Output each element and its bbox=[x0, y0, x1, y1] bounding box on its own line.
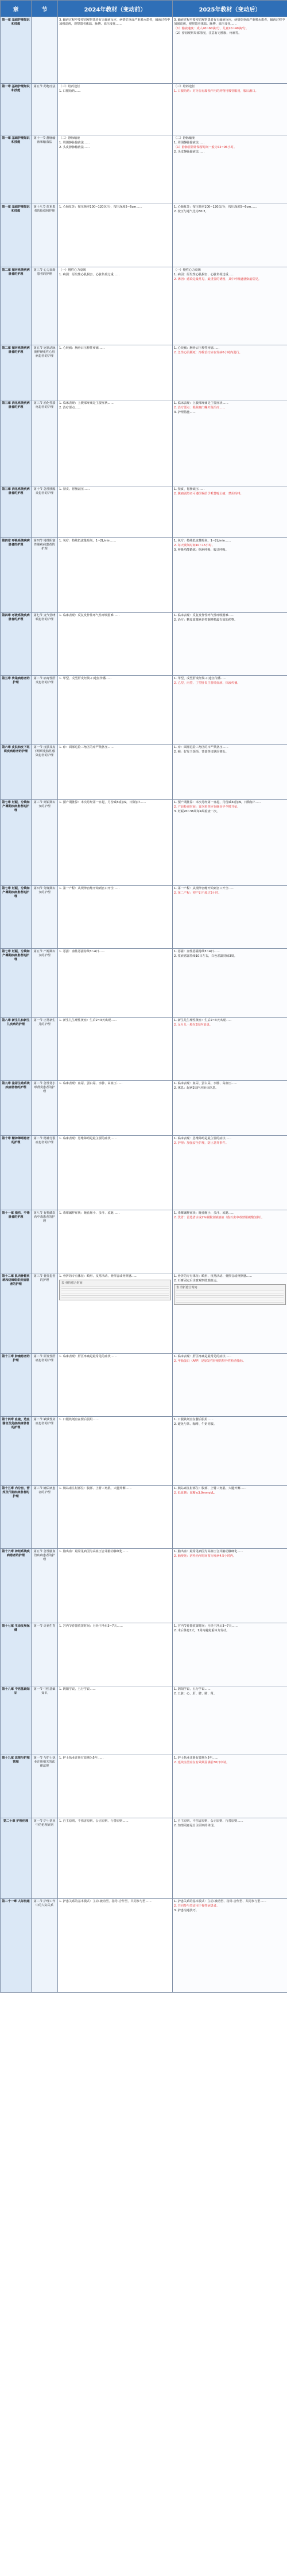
old-edition-cell bbox=[58, 1549, 173, 1623]
new-edition-cell bbox=[173, 135, 287, 204]
content-text: 1. 临床表现：上腹部疼痛是主要症状…… bbox=[174, 402, 228, 405]
old-edition-cell bbox=[58, 1136, 173, 1210]
new-edition-cell bbox=[173, 800, 287, 886]
new-edition-cell bbox=[173, 1486, 287, 1549]
chapter-cell: 第九章 泌尿生殖系统疾病患者的护理 bbox=[1, 1081, 32, 1136]
content-text: 1. 疖：面部危险三角区的疖严禁挤压…… bbox=[59, 746, 114, 749]
section-cell: 第八节 有机磷农药中毒患者的护理 bbox=[32, 1210, 58, 1273]
table-row bbox=[1, 1081, 287, 1136]
old-edition-cell bbox=[58, 1210, 173, 1273]
chapter-cell: 第十七章 生命发展保健 bbox=[1, 1623, 32, 1686]
section-cell bbox=[32, 17, 58, 84]
old-edition-cell bbox=[58, 1273, 173, 1354]
content-text: 1. 护患关系的基本模式：主动-被动型、指导-合作型、共同参与型…… bbox=[59, 1900, 152, 1903]
table-row bbox=[1, 1273, 287, 1354]
table-row bbox=[1, 1136, 287, 1210]
table-row bbox=[1, 800, 287, 886]
changed-text: 1. 口服给药：对牙齿有腐蚀作用的药物用吸管服用，服后漱口。 bbox=[174, 89, 258, 93]
new-edition-cell bbox=[173, 1755, 287, 1818]
chapter-cell: 第十六章 神经系统疾病患者的护理 bbox=[1, 1549, 32, 1623]
section-cell: 第三节 糖尿病患者的护理 bbox=[32, 1486, 58, 1549]
old-edition-cell bbox=[58, 613, 173, 676]
table-row bbox=[1, 135, 287, 204]
figure-caption: 表 骨折愈合时间 bbox=[176, 1286, 197, 1289]
chapter-cell: 第三章 消化系统疾病患者的护理 bbox=[1, 486, 32, 538]
content-text: 1. 预产期推算：末次月经第一日起，月份减3或加9，日数加7…… bbox=[59, 801, 146, 804]
content-text: 3. 呼吸功能锻炼：缩唇呼吸、腹式呼吸。 bbox=[174, 548, 228, 552]
content-text: 3. 妊娠20~36周每4周检查一次。 bbox=[174, 810, 220, 813]
table-row bbox=[1, 949, 287, 1018]
chapter-cell: 第十章 精神障碍患者的护理 bbox=[1, 1136, 32, 1210]
old-edition-cell bbox=[58, 1623, 173, 1686]
content-text: （三）给药途径 bbox=[174, 85, 195, 88]
table-row bbox=[1, 1486, 287, 1549]
table-figure bbox=[174, 1284, 286, 1305]
old-edition-cell bbox=[58, 1755, 173, 1818]
new-edition-cell bbox=[173, 1818, 287, 1899]
content-text: 1. 恶露：血性恶露持续3~4日…… bbox=[59, 950, 105, 953]
section-cell: 第一节 皮肤及皮下组织化脓性感染患者的护理 bbox=[32, 745, 58, 800]
content-text: 2. 避免与茶、咖啡、牛奶同服。 bbox=[174, 1423, 217, 1426]
content-text: 1. 心绞痛：胸骨后压榨性疼痛…… bbox=[59, 346, 105, 350]
chapter-cell: 第六章 皮肤和皮下组织疾病患者的护理 bbox=[1, 745, 32, 800]
table-row bbox=[1, 345, 287, 400]
section-cell: 第二节 缺铁性贫血患者的护理 bbox=[32, 1417, 58, 1486]
chapter-cell: 第四章 呼吸系统疾病患者的护理 bbox=[1, 613, 32, 676]
content-text: 1. 临床表现：肝区疼痛是最常见的症状…… bbox=[59, 1355, 117, 1358]
old-edition-cell bbox=[58, 400, 173, 486]
content-text: 1. 护士执业注册有效期为5年…… bbox=[174, 1756, 219, 1760]
old-edition-cell bbox=[58, 1899, 173, 1993]
header-chapter: 章 bbox=[1, 1, 32, 17]
content-text: 1. 骨折的专有体征：畸形、反常活动、骨擦音或骨擦感…… bbox=[59, 1275, 138, 1278]
changed-text: 2. 甲胎蛋白（AFP）是原发性肝癌的特异性检查指标。 bbox=[174, 1359, 246, 1363]
new-edition-cell bbox=[173, 538, 287, 613]
old-edition-cell bbox=[58, 886, 173, 949]
new-edition-cell bbox=[173, 745, 287, 800]
content-text: 1. 口服铁剂宜在餐后服用…… bbox=[59, 1418, 99, 1421]
content-text: 1. 骨折的专有体征：畸形、反常活动、骨擦音或骨擦感…… bbox=[174, 1275, 253, 1278]
new-edition-cell bbox=[173, 204, 287, 267]
table-figure bbox=[59, 1280, 171, 1300]
chapter-cell: 第一章 基础护理知识和技能 bbox=[1, 84, 32, 135]
chapter-cell: 第一章 基础护理知识和技能 bbox=[1, 17, 32, 84]
content-text: 1. 临床表现：思维障碍是最主要的症状…… bbox=[59, 1137, 117, 1140]
table-row bbox=[1, 1818, 287, 1899]
new-edition-cell bbox=[173, 676, 287, 745]
content-text: 1. 临床表现：思维障碍是最主要的症状…… bbox=[174, 1137, 231, 1140]
content-text: 1. 周围静脉输液法…… bbox=[174, 141, 205, 145]
content-text: 1. 氧疗：持续低流量吸氧，1~2L/min…… bbox=[59, 539, 117, 543]
changed-text: 2. 腹痛剧烈者可遵医嘱给予哌替啶止痛，禁用吗啡。 bbox=[174, 492, 243, 496]
old-edition-cell bbox=[58, 1018, 173, 1081]
old-edition-cell bbox=[58, 745, 173, 800]
content-text: 1. 甲型、戊型肝炎经粪-口途径传播…… bbox=[59, 677, 112, 680]
content-text: 1. 宫内节育器放置时间：月经干净后3~7天…… bbox=[174, 1624, 238, 1628]
content-text: （一）慢性心力衰竭 bbox=[59, 268, 86, 272]
old-edition-cell bbox=[58, 1486, 173, 1549]
content-text: 1. 阴阳学说、五行学说…… bbox=[59, 1688, 96, 1691]
table-header-row bbox=[1, 1, 287, 17]
chapter-cell: 第八章 新生儿和新生儿疾病的护理 bbox=[1, 1018, 32, 1081]
table-row bbox=[1, 1549, 287, 1623]
content-text: 1. 病因：原发性心肌损害、心脏负荷过重…… bbox=[174, 273, 235, 276]
content-text: 1. 护患关系的基本模式：主动-被动型、指导-合作型、共同参与型…… bbox=[174, 1900, 266, 1903]
content-text: 1. 甲型、戊型肝炎经粪-口途径传播…… bbox=[174, 677, 227, 680]
new-edition-cell bbox=[173, 1081, 287, 1136]
changed-text: 2. 洗胃：首选清水或2%碳酸氢钠溶液（敌百虫中毒禁用碳酸氢钠）。 bbox=[174, 1216, 265, 1219]
content-text: 1. 临床表现：反复发作性呼气性呼吸困难…… bbox=[174, 614, 235, 617]
table-row bbox=[1, 538, 287, 613]
table-row bbox=[1, 1686, 287, 1755]
content-text: 2. 休息：起病2周内应卧床休息。 bbox=[174, 1086, 219, 1090]
content-text: 1. 胰岛素注射部位：腹部、上臂三角肌、大腿外侧…… bbox=[174, 1487, 246, 1490]
changed-text: 2. 乙型、丙型、丁型肝炎主要经血液、体液传播。 bbox=[174, 681, 241, 685]
changed-text: 2. 脑梗死：溶栓治疗时间窗为发病4.5小时内。 bbox=[174, 1554, 236, 1558]
content-text: 2. 头皮静脉输液法…… bbox=[59, 146, 90, 149]
content-text: 3. 输液过程中要密切观察患者有无输液反应，病情危重或严重脱水患者，输液过程中加强巡视，观察患者体温、脉搏、血压变化…… bbox=[174, 18, 285, 26]
section-cell: 第一节 计划生育 bbox=[32, 1623, 58, 1686]
section-cell: 第三节 骨折患者的护理 bbox=[32, 1273, 58, 1354]
chapter-cell: 第十九章 法规与护理管理 bbox=[1, 1755, 32, 1818]
new-edition-cell bbox=[173, 886, 287, 949]
old-edition-cell bbox=[58, 486, 173, 538]
content-text: 1. 护士执业注册有效期为5年…… bbox=[59, 1756, 104, 1760]
content-text: 1. 病因：原发性心肌损害、心脏负荷过重…… bbox=[59, 273, 120, 276]
new-edition-cell bbox=[173, 1417, 287, 1486]
table-row bbox=[1, 400, 287, 486]
section-cell: 第四节 分娩期妇女的护理 bbox=[32, 886, 58, 949]
content-text: 1. 预产期推算：末次月经第一日起，月份减3或加9，日数加7…… bbox=[174, 801, 261, 804]
changed-text: 2. 诱因：感染是最常见、最重要的诱因，其中呼吸道感染最常见。 bbox=[174, 278, 261, 281]
content-text: 2. 头皮静脉输液法…… bbox=[174, 150, 205, 154]
content-text: 1. 心肺复苏：按压频率100~120次/分，按压深度5~6cm…… bbox=[174, 205, 257, 209]
content-text: 1. 临床表现：反复发作性呼气性呼吸困难…… bbox=[59, 614, 120, 617]
section-cell: 第四节 慢性阻塞性肺疾病患者的护理 bbox=[32, 538, 58, 613]
old-edition-cell bbox=[58, 84, 173, 135]
changed-text: 2. 共同参与型适用于慢性病患者。 bbox=[174, 1904, 220, 1908]
content-text: 2. 痈：好发于颈项、背部等皮肤厚韧处。 bbox=[174, 750, 228, 754]
content-text: 1. 临床表现：上腹部疼痛是主要症状…… bbox=[59, 402, 114, 405]
new-edition-cell bbox=[173, 1136, 287, 1210]
content-text: 2. 按压与通气比为30:2。 bbox=[174, 210, 208, 213]
table-row bbox=[1, 745, 287, 800]
new-edition-cell bbox=[173, 1549, 287, 1623]
old-edition-cell bbox=[58, 1417, 173, 1486]
chapter-cell: 第七章 妊娠、分娩和产褥期疾病患者的护理 bbox=[1, 949, 32, 1018]
old-edition-cell bbox=[58, 204, 173, 267]
old-edition-cell bbox=[58, 267, 173, 345]
table-row bbox=[1, 1755, 287, 1818]
content-text: （二）静脉输液 bbox=[59, 137, 80, 140]
content-text: 2. 治疗：糖皮质激素是控制哮喘最有效的药物。 bbox=[174, 618, 238, 622]
section-cell: 第五节 急性脑血管疾病患者的护理 bbox=[32, 1549, 58, 1623]
content-text: 2. 五脏：心、肝、脾、肺、肾。 bbox=[174, 1692, 217, 1696]
changed-text: 2. 第二产程：初产妇不超过3小时。 bbox=[174, 891, 222, 895]
old-edition-cell bbox=[58, 949, 173, 1018]
content-text: 1. 新生儿生理性黄疸：生后2~3天出现…… bbox=[174, 1019, 232, 1022]
table-row bbox=[1, 1899, 287, 1993]
chapter-cell: 第二章 循环系统疾病患者的护理 bbox=[1, 345, 32, 400]
new-edition-cell bbox=[173, 613, 287, 676]
content-text: 1. 脑出血：最常见病因为高血压合并脑动脉硬化…… bbox=[59, 1550, 129, 1553]
section-cell: 第一节 正常新生儿的护理 bbox=[32, 1018, 58, 1081]
chapter-cell: 第十二章 肌肉骨骼系统和结缔组织疾病患者的护理 bbox=[1, 1273, 32, 1354]
content-text: 1. 口服给药…… bbox=[59, 89, 81, 93]
new-edition-cell bbox=[173, 267, 287, 345]
content-text: （2）密切观察局部情况，注意有无肿胀、疼痛等。 bbox=[174, 32, 242, 35]
content-text: 3. 护理措施…… bbox=[174, 411, 196, 414]
changed-text: （1）静脉留置针保留时间一般为72~96小时。 bbox=[174, 146, 237, 149]
new-edition-cell bbox=[173, 1686, 287, 1755]
changed-text: 2. 每天吸氧时间10~15小时。 bbox=[174, 544, 215, 547]
section-cell: 第二节 病毒性肝炎患者的护理 bbox=[32, 676, 58, 745]
chapter-cell: 第十五章 内分泌、营养及代谢疾病患者的护理 bbox=[1, 1486, 32, 1549]
chapter-cell: 第五章 传染病患者的护理 bbox=[1, 676, 32, 745]
changed-text: 2. 足月儿一般在2周内消退。 bbox=[174, 1023, 212, 1027]
figure-table-image bbox=[176, 1291, 284, 1303]
old-edition-cell bbox=[58, 1686, 173, 1755]
section-cell: 第十节 急性胰腺炎患者的护理 bbox=[32, 486, 58, 538]
old-edition-cell bbox=[58, 17, 173, 84]
old-edition-cell bbox=[58, 345, 173, 400]
content-text: 1. 宫内节育器放置时间：月经干净后3~7天…… bbox=[59, 1624, 123, 1628]
content-text: （一）慢性心力衰竭 bbox=[174, 268, 201, 272]
content-text: 1. 自主原则、不伤害原则、公正原则、行善原则…… bbox=[59, 1819, 129, 1823]
section-cell: 第二节 原发性肝癌患者的护理 bbox=[32, 1354, 58, 1417]
chapter-cell: 第四章 呼吸系统疾病患者的护理 bbox=[1, 538, 32, 613]
new-edition-cell bbox=[173, 1623, 287, 1686]
new-edition-cell bbox=[173, 1210, 287, 1273]
table-row bbox=[1, 486, 287, 538]
content-text: 1. 自主原则、不伤害原则、公正原则、行善原则…… bbox=[174, 1819, 243, 1823]
section-cell: 第三节 心力衰竭患者的护理 bbox=[32, 267, 58, 345]
header-old-edition: 2024年教材（变动前） bbox=[58, 1, 173, 17]
changed-text: 2. 治疗要点：根除幽门螺杆菌治疗…… bbox=[174, 406, 226, 410]
chapter-cell: 第三章 消化系统疾病患者的护理 bbox=[1, 400, 32, 486]
table-row bbox=[1, 1417, 287, 1486]
section-cell: 第一节 中医基础知识 bbox=[32, 1686, 58, 1755]
table-row bbox=[1, 84, 287, 135]
chapter-cell: 第十八章 中医基础知识 bbox=[1, 1686, 32, 1755]
section-cell: 第五节 产褥期妇女的护理 bbox=[32, 949, 58, 1018]
chapter-cell: 第七章 妊娠、分娩和产褥期疾病患者的护理 bbox=[1, 886, 32, 949]
new-edition-cell bbox=[173, 345, 287, 400]
table-row bbox=[1, 267, 287, 345]
table-row bbox=[1, 1018, 287, 1081]
chapter-cell: 第二十一章 人际沟通 bbox=[1, 1899, 32, 1993]
chapter-cell: 第十四章 血液、造血器官及免疫疾病患者的护理 bbox=[1, 1417, 32, 1486]
changed-text: 2. 产前检查时间：首次检查应在确诊早孕时开始。 bbox=[174, 805, 241, 809]
table-row bbox=[1, 676, 287, 745]
content-text: 1. 口服铁剂宜在餐后服用…… bbox=[174, 1418, 214, 1421]
chapter-cell: 第十一章 损伤、中毒患者的护理 bbox=[1, 1210, 32, 1273]
new-edition-cell bbox=[173, 400, 287, 486]
changed-text: 2. 低血糖：血糖≤3.9mmol/L。 bbox=[174, 1491, 217, 1495]
content-text: 1. 恶露：血性恶露持续3~4日…… bbox=[174, 950, 220, 953]
content-text: 1. 新生儿生理性黄疸：生后2~3天出现…… bbox=[59, 1019, 117, 1022]
new-edition-cell bbox=[173, 1354, 287, 1417]
content-text: 2. 石膏固定后注意观察肢端血运。 bbox=[174, 1279, 220, 1283]
chapter-cell: 第十三章 肿瘤患者的护理 bbox=[1, 1354, 32, 1417]
old-edition-cell bbox=[58, 135, 173, 204]
changed-text: 2. 护理：加强安全护理，防止意外事件。 bbox=[174, 1141, 228, 1145]
table-row bbox=[1, 613, 287, 676]
content-text: 1. 脑出血：最常见病因为高血压合并脑动脉硬化…… bbox=[174, 1550, 243, 1553]
old-edition-cell bbox=[58, 1354, 173, 1417]
table-row bbox=[1, 17, 287, 84]
section-cell: 第二节 急性肾小球肾炎患者的护理 bbox=[32, 1081, 58, 1136]
table-row bbox=[1, 1623, 287, 1686]
changed-text: 2. 延续注册应在有效期届满前30日申请。 bbox=[174, 1761, 230, 1764]
content-text: 1. 心肺复苏：按压频率100~120次/分，按压深度5~6cm…… bbox=[59, 205, 142, 209]
content-text: 1. 第一产程：从规律宫缩开始到宫口开全…… bbox=[174, 887, 235, 890]
content-text: （二）静脉输液 bbox=[174, 137, 195, 140]
content-text: 1. 毒蕈碱样症状：瞳孔缩小、多汗、流涎…… bbox=[174, 1211, 235, 1215]
content-text: 1. 临床表现：肝区疼痛是最常见的症状…… bbox=[174, 1355, 231, 1358]
content-text: 2. 术后休息2天，1周内避免重体力劳动。 bbox=[174, 1629, 230, 1632]
old-edition-cell bbox=[58, 1081, 173, 1136]
table-row bbox=[1, 1354, 287, 1417]
chapter-cell: 第二章 循环系统疾病患者的护理 bbox=[1, 267, 32, 345]
content-text: 1. 临床表现：血尿、蛋白尿、水肿、高血压…… bbox=[59, 1082, 123, 1085]
chapter-cell: 第一章 基础护理知识和技能 bbox=[1, 135, 32, 204]
old-edition-cell bbox=[58, 800, 173, 886]
new-edition-cell bbox=[173, 1018, 287, 1081]
content-text: 1. 临床表现：血尿、蛋白尿、水肿、高血压…… bbox=[174, 1082, 238, 1085]
old-edition-cell bbox=[58, 676, 173, 745]
old-edition-cell bbox=[58, 538, 173, 613]
old-edition-cell bbox=[58, 1818, 173, 1899]
section-cell: 第五节 冠状动脉粥样硬化性心脏病患者的护理 bbox=[32, 345, 58, 400]
section-cell: 第七节 支气管哮喘患者的护理 bbox=[32, 613, 58, 676]
section-cell: 第十一节 静脉输液和输血法 bbox=[32, 135, 58, 204]
new-edition-cell bbox=[173, 1273, 287, 1354]
section-cell: 第三节 妊娠期妇女的护理 bbox=[32, 800, 58, 886]
content-text: 1. 胰岛素注射部位：腹部、上臂三角肌、大腿外侧…… bbox=[59, 1487, 131, 1490]
table-body bbox=[1, 17, 287, 1993]
new-edition-cell bbox=[173, 17, 287, 84]
content-text: 1. 阴阳学说、五行学说…… bbox=[174, 1688, 211, 1691]
content-text: 1. 氧疗：持续低流量吸氧，1~2L/min…… bbox=[174, 539, 231, 543]
content-text: 2. 浆液恶露持续10日左右，白色恶露持续3周。 bbox=[174, 954, 237, 958]
section-cell: 第五节 药物疗法 bbox=[32, 84, 58, 135]
changed-text: 2. 急性心肌梗死：溶栓治疗应在发病6小时内进行。 bbox=[174, 351, 242, 354]
content-text: （三）给药途径 bbox=[59, 85, 80, 88]
table-row bbox=[1, 1210, 287, 1273]
new-edition-cell bbox=[173, 84, 287, 135]
header-new-edition: 2025年教材（变动后） bbox=[173, 1, 287, 17]
new-edition-cell bbox=[173, 486, 287, 538]
content-text: 1. 禁食、胃肠减压…… bbox=[174, 488, 205, 491]
section-cell: 第一节 护士执业中的伦理原则 bbox=[32, 1818, 58, 1899]
chapter-cell: 第二十章 护理伦理 bbox=[1, 1818, 32, 1899]
content-text: 2. 治疗要点…… bbox=[59, 406, 81, 410]
header-section: 节 bbox=[32, 1, 58, 17]
content-text: 1. 毒蕈碱样症状：瞳孔缩小、多汗、流涎…… bbox=[59, 1211, 120, 1215]
changed-text: （1）输液速度：成人40~60滴/分，儿童20~40滴/分。 bbox=[174, 27, 249, 30]
table-row bbox=[1, 886, 287, 949]
chapter-cell: 第一章 基础护理知识和技能 bbox=[1, 204, 32, 267]
content-text: 3. 输液过程中要密切观察患者有无输液反应，病情危重或严重脱水患者，输液过程中加强巡视，观察患者体温、脉搏、血压变化…… bbox=[59, 18, 170, 26]
content-text: 3. 护患沟通技巧。 bbox=[174, 1909, 199, 1912]
section-cell: 第十八节 危重患者的抢救和护理 bbox=[32, 204, 58, 267]
content-text: 2. 知情同意是自主原则的体现。 bbox=[174, 1824, 217, 1827]
content-text: 1. 禁食、胃肠减压…… bbox=[59, 488, 90, 491]
section-cell: 第二节 护理工作中的人际关系 bbox=[32, 1899, 58, 1993]
content-text: 1. 第一产程：从规律宫缩开始到宫口开全…… bbox=[59, 887, 120, 890]
figure-table-image bbox=[61, 1286, 169, 1298]
figure-caption: 表 骨折愈合时间 bbox=[61, 1281, 83, 1285]
table-row bbox=[1, 204, 287, 267]
chapter-cell: 第七章 妊娠、分娩和产褥期疾病患者的护理 bbox=[1, 800, 32, 886]
content-text: 1. 疖：面部危险三角区的疖严禁挤压…… bbox=[174, 746, 228, 749]
new-edition-cell bbox=[173, 949, 287, 1018]
new-edition-cell bbox=[173, 1899, 287, 1993]
section-cell: 第一节 与护士执业注册相关的法律法规 bbox=[32, 1755, 58, 1818]
content-text: 1. 周围静脉输液法…… bbox=[59, 141, 90, 145]
section-cell: 第二节 精神分裂症患者的护理 bbox=[32, 1136, 58, 1210]
content-text: 1. 心绞痛：胸骨后压榨性疼痛…… bbox=[174, 346, 220, 350]
section-cell: 第三节 消化性溃疡患者的护理 bbox=[32, 400, 58, 486]
